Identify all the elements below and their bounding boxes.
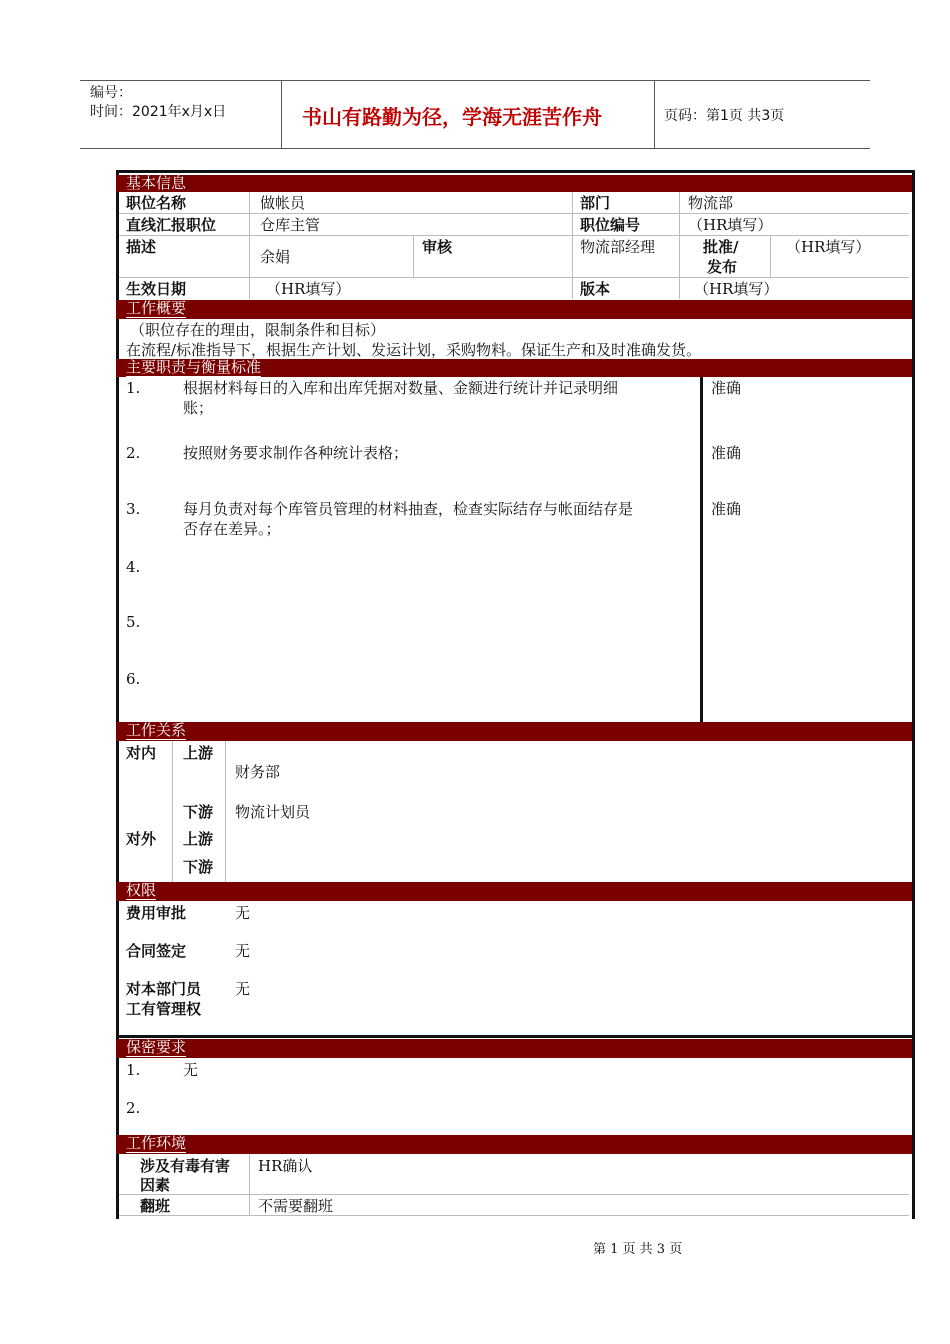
col-divider (679, 192, 680, 299)
summary-note: （职位存在的理由，限制条件和目标） (130, 321, 386, 339)
col-divider (249, 192, 250, 299)
contract-signing-label: 合同签定 (126, 942, 187, 960)
section-authority: 权限 (116, 882, 912, 901)
col-divider (225, 741, 226, 882)
duty-number: 2. (126, 444, 141, 462)
duty-number: 3. (126, 500, 141, 518)
publish-label: 发布 (707, 258, 738, 276)
page-indicator: 页码：第1页 共3页 (664, 108, 785, 124)
downstream-label: 下游 (183, 858, 214, 876)
hazard-label: 因素 (140, 1176, 171, 1194)
internal-upstream-value: 财务部 (235, 763, 281, 781)
version-label: 版本 (580, 280, 611, 298)
row-divider (119, 235, 909, 236)
duty-number: 1. (126, 379, 141, 397)
duty-text: 按照财务要求制作各种统计表格； (183, 444, 409, 462)
summary-text: 在流程/标准指导下，根据生产计划、发运计划，采购物料。保证生产和及时准确发货。 (126, 341, 702, 359)
expense-approval-value: 无 (235, 904, 251, 922)
upstream-label: 上游 (183, 830, 214, 848)
approve-label: 批准/ (703, 238, 739, 256)
confidential-value: 无 (183, 1061, 199, 1079)
duty-text: 根据材料每日的入库和出库凭据对数量、金额进行统计并记录明细 (183, 379, 619, 397)
duty-number: 5. (126, 613, 141, 631)
description-value: 余娟 (260, 248, 291, 266)
staff-management-value: 无 (235, 980, 251, 998)
col-divider (249, 1154, 250, 1216)
col-divider (172, 741, 173, 882)
position-code-label: 职位编号 (580, 216, 641, 234)
duty-text: 账； (183, 399, 214, 417)
duty-text: 每月负责对每个库管员管理的材料抽查，检查实际结存与帐面结存是 (183, 500, 634, 518)
staff-management-label: 工有管理权 (126, 1000, 202, 1018)
section-main-duties: 主要职责与衡量标准 (116, 359, 912, 377)
section-work-environment: 工作环境 (116, 1135, 912, 1154)
version-value: （HR填写） (694, 280, 779, 298)
contract-signing-value: 无 (235, 942, 251, 960)
row-divider (119, 213, 909, 214)
section-rule (116, 1035, 912, 1038)
col-divider (413, 235, 414, 277)
effective-date-value: （HR填写） (266, 280, 351, 298)
duty-number: 6. (126, 670, 141, 688)
section-confidentiality: 保密要求 (116, 1039, 912, 1058)
duty-text: 否存在差异。； (183, 520, 281, 538)
header-divider (654, 80, 655, 149)
duty-standard: 准确 (711, 444, 742, 462)
department-label: 部门 (580, 194, 611, 212)
confidential-number: 1. (126, 1061, 141, 1079)
header-bottom-rule (80, 148, 870, 149)
expense-approval-label: 费用审批 (126, 904, 187, 922)
staff-management-label: 对本部门员 (126, 980, 202, 998)
downstream-label: 下游 (183, 803, 214, 821)
approve-value: （HR填写） (786, 238, 871, 256)
header-top-rule (80, 80, 870, 81)
hazard-label: 涉及有毒有害 (140, 1157, 231, 1175)
internal-downstream-value: 物流计划员 (235, 803, 311, 821)
section-work-summary: 工作概要 (116, 300, 912, 319)
col-divider (770, 235, 771, 277)
duties-standard-divider (700, 377, 703, 722)
overtime-value: 不需要翻班 (258, 1197, 334, 1215)
row-divider (119, 1215, 909, 1216)
report-to-label: 直线汇报职位 (126, 216, 217, 234)
header-divider (281, 80, 282, 149)
department-value: 物流部 (688, 194, 734, 212)
doc-number-label: 编号： (90, 85, 132, 101)
col-divider (572, 192, 573, 299)
section-basic-info: 基本信息 (116, 175, 912, 192)
description-label: 描述 (126, 238, 157, 256)
duty-standard: 准确 (711, 379, 742, 397)
hazard-value: HR确认 (258, 1157, 313, 1175)
overtime-label: 翻班 (140, 1197, 171, 1215)
footer-page-number: 第 1 页 共 3 页 (593, 1242, 683, 1257)
section-work-relations: 工作关系 (116, 722, 912, 741)
position-name-label: 职位名称 (126, 194, 187, 212)
external-label: 对外 (126, 830, 157, 848)
effective-date-label: 生效日期 (126, 280, 187, 298)
row-divider (119, 1194, 909, 1195)
row-divider (119, 277, 909, 278)
confidential-number: 2. (126, 1099, 141, 1117)
review-value: 物流部经理 (580, 238, 656, 256)
position-code-value: （HR填写） (688, 216, 773, 234)
doc-time-label: 时间：2021年x月x日 (90, 104, 227, 120)
duty-number: 4. (126, 558, 141, 576)
position-name-value: 做帐员 (260, 194, 306, 212)
review-label: 审核 (422, 238, 453, 256)
upstream-label: 上游 (183, 744, 214, 762)
duty-standard: 准确 (711, 500, 742, 518)
internal-label: 对内 (126, 744, 157, 762)
header-motto: 书山有路勤为径，学海无涯苦作舟 (302, 105, 602, 129)
report-to-value: 仓库主管 (260, 216, 321, 234)
